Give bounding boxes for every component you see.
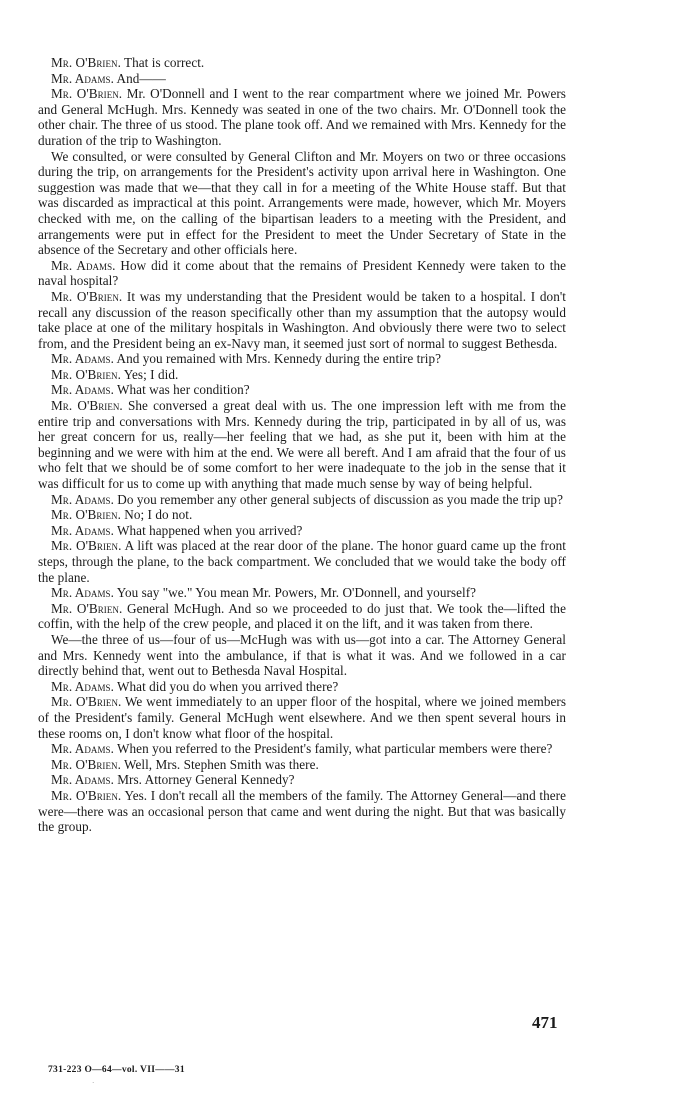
testimony-paragraph bbox=[38, 367, 566, 383]
speaker-name: Mr. Adams. bbox=[51, 585, 114, 601]
testimony-paragraph bbox=[38, 538, 566, 585]
speaker-name: Mr. O'Brien. bbox=[51, 600, 123, 616]
paragraph-text: Do you remember any other general subjects of discussion as you made the trip up? bbox=[113, 491, 563, 507]
paragraph-text: Mr. O'Donnell and I went to the rear compartment where we joined Mr. Powers and General McHugh. Mrs. Kennedy was seated in one of the two chairs. Mr. O'Donnell took the other chair. The three of us stood. The plane took off. And we remained with Mrs. Kennedy for the duration of the trip to Washington. bbox=[38, 86, 566, 148]
testimony-paragraph bbox=[38, 289, 566, 351]
speaker-name: Mr. Adams. bbox=[51, 772, 114, 788]
speaker-name: Mr. O'Brien. bbox=[51, 756, 121, 772]
speaker-name: Mr. Adams. bbox=[51, 522, 114, 538]
paragraph-text: A lift was placed at the rear door of the plane. The honor guard came up the front steps, through the plane, to the back compartment. We concluded that we would take the body off the plane. bbox=[38, 538, 566, 585]
paragraph-text: What did you do when you arrived there? bbox=[113, 678, 339, 694]
speaker-name: Mr. O'Brien. bbox=[51, 55, 121, 70]
speaker-name: Mr. Adams. bbox=[51, 741, 114, 757]
paragraph-text: What happened when you arrived? bbox=[113, 522, 303, 538]
speaker-name: Mr. O'Brien. bbox=[51, 694, 122, 710]
testimony-paragraph bbox=[38, 398, 566, 492]
print-footer: 731-223 O—64—vol. VII——31 bbox=[48, 1065, 185, 1075]
paragraph-text: That is correct. bbox=[120, 55, 205, 70]
paragraph-text: What was her condition? bbox=[113, 382, 250, 398]
page-number: 471 bbox=[532, 1013, 558, 1032]
testimony-paragraph bbox=[38, 632, 566, 679]
speaker-name: Mr. O'Brien. bbox=[51, 86, 123, 102]
testimony-paragraph bbox=[38, 523, 566, 539]
testimony-paragraph bbox=[38, 772, 566, 788]
testimony-paragraph bbox=[38, 382, 566, 398]
speaker-name: Mr. Adams. bbox=[51, 351, 114, 367]
testimony-paragraph bbox=[38, 757, 566, 773]
testimony-paragraph bbox=[38, 601, 566, 632]
testimony-paragraph bbox=[38, 788, 566, 835]
testimony-paragraph bbox=[38, 492, 566, 508]
speaker-name: Mr. Adams. bbox=[51, 70, 114, 86]
paragraph-text: She conversed a great deal with us. The one impression left with me from the entire trip and conversations with Mrs. Kennedy during the trip, participated in by all of us, was her great concern for us, really—her feeling that we had, as she put it, been with him at the beginning and we were with him at the end. We were all bereft. And I am afraid that the four of us who felt that we should be of some comfort to her were inadequate to the job in the sense that it was difficult for us to come up with anything that made much sense by way of being helpful. bbox=[38, 398, 566, 492]
testimony-paragraph bbox=[38, 71, 566, 87]
testimony-paragraph bbox=[38, 351, 566, 367]
paragraph-text: Yes. I don't recall all the members of the family. The Attorney General—and there were—there was an occasional person that came and went during the night. But that was basically the group. bbox=[38, 787, 566, 835]
testimony-paragraph bbox=[38, 86, 566, 148]
paragraph-text: Mrs. Attorney General Kennedy? bbox=[113, 772, 295, 788]
speaker-name: Mr. O'Brien. bbox=[51, 398, 123, 414]
testimony-paragraph bbox=[38, 55, 566, 71]
testimony-paragraph bbox=[38, 507, 566, 523]
testimony-paragraph bbox=[38, 741, 566, 757]
paragraph-text: Yes; I did. bbox=[120, 366, 179, 382]
speaker-name: Mr. O'Brien. bbox=[51, 538, 122, 554]
paragraph-text: When you referred to the President's family, what particular members were there? bbox=[113, 741, 553, 757]
speaker-name: Mr. Adams. bbox=[51, 491, 114, 507]
speaker-name: Mr. Adams. bbox=[51, 257, 116, 273]
paragraph-text: It was my understanding that the President would be taken to a hospital. I don't recall any discussion of the reason specifically other than my assumption that the autopsy would take place at one of the military hospitals in Washington. And obviously there were two to select from, and the President being an ex-Navy man, it seemed just sort of normal to suggest Bethesda. bbox=[38, 288, 566, 351]
testimony-paragraph bbox=[38, 679, 566, 695]
footer-mark: · bbox=[92, 1079, 95, 1087]
paragraph-text: How did it come about that the remains of President Kennedy were taken to the naval hospital? bbox=[38, 257, 566, 289]
testimony-paragraph bbox=[38, 258, 566, 289]
paragraph-text: No; I do not. bbox=[120, 507, 193, 523]
speaker-name: Mr. O'Brien. bbox=[51, 366, 121, 382]
paragraph-text: We—the three of us—four of us—McHugh was with us—got into a car. The Attorney General and Mrs. Kennedy went into the ambulance, if that is what it was. And we followed in a car directly behind that, went out to Bethesda Naval Hospital. bbox=[38, 631, 566, 679]
speaker-name: Mr. O'Brien. bbox=[51, 787, 122, 803]
paragraph-text: And—— bbox=[113, 70, 166, 86]
testimony-paragraph bbox=[38, 149, 566, 258]
paragraph-text: And you remained with Mrs. Kennedy during the entire trip? bbox=[113, 351, 441, 367]
testimony-paragraph bbox=[38, 585, 566, 601]
paragraph-text: We consulted, or were consulted by General Clifton and Mr. Moyers on two or three occasions during the trip, on arrangements for the President's activity upon arrival here in Washington. One suggestion was made that we—that they call in for a meeting of the White House staff. But that was discarded as impractical at this point. Arrangements were made, however, which Mr. Moyers checked with me, on the calling of the bipartisan leaders to a meeting with the President, and arrangements were put in effect for the President to meet the Under Secretary of State in the absence of the Secretary and other officials here. bbox=[38, 148, 566, 258]
paragraph-text: General McHugh. And so we proceeded to do just that. We took the—lifted the coffin, with the help of the crew people, and placed it on the lift, and it was taken from there. bbox=[38, 600, 566, 632]
speaker-name: Mr. O'Brien. bbox=[51, 288, 123, 304]
testimony-text bbox=[38, 55, 566, 835]
paragraph-text: You say "we." You mean Mr. Powers, Mr. O'Donnell, and yourself? bbox=[113, 585, 477, 601]
speaker-name: Mr. Adams. bbox=[51, 678, 114, 694]
testimony-paragraph bbox=[38, 694, 566, 741]
speaker-name: Mr. Adams. bbox=[51, 382, 114, 398]
paragraph-text: We went immediately to an upper floor of the hospital, where we joined members of the President's family. General McHugh went elsewhere. And we then spent several hours in these rooms on, I don't know what floor of the hospital. bbox=[38, 694, 566, 741]
paragraph-text: Well, Mrs. Stephen Smith was there. bbox=[120, 756, 319, 772]
speaker-name: Mr. O'Brien. bbox=[51, 507, 121, 523]
